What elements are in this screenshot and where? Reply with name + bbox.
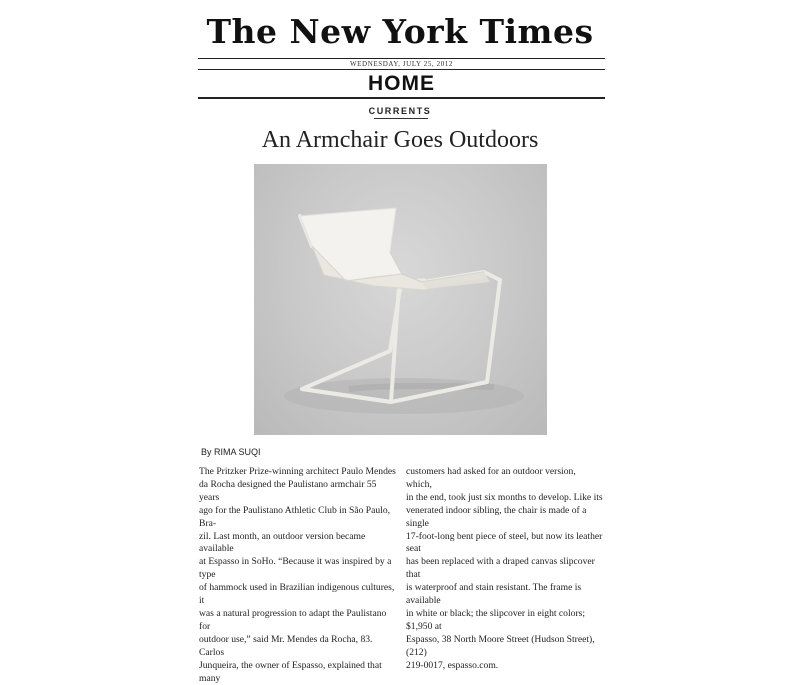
article-byline: By RIMA SUQI [201,447,261,457]
chair-illustration [254,164,547,435]
article-photo [254,164,547,435]
divider-middle [198,69,605,70]
article-headline: An Armchair Goes Outdoors [261,127,539,153]
dateline: WEDNESDAY, JULY 25, 2012 [349,60,454,68]
divider-bottom [198,97,605,99]
section-title: HOME [368,72,435,95]
article-column-left: The Pritzker Prize-winning architect Paulo Mendes da Rocha designed the Paulistano armchair 55 years ago for the Paulistano Athletic Club in São Paulo, Bra- zil. Last month, an outdoor version became available at Espasso in SoHo. “Because it was inspired by a type of hammock used in Brazilian indigenous cultures, it was a natural progression to adapt the Paulistano for outdoor use,” said Mr. Mendes da Rocha, 83. Carlos Junqueira, the owner of Espasso, explained that many [199,466,396,684]
masthead-logo: The New York Times [206,12,594,51]
canvas-seat [300,208,490,290]
kicker-label: CURRENTS [368,106,432,116]
kicker-underline [374,118,428,119]
article-column-right: customers had asked for an outdoor version, which, in the end, took just six months to develop. Like its venerated indoor sibling, the chair is made of a single 17-foot-long bent piece of steel, but now its leather seat has been replaced with a draped canvas slipcover that is waterproof and stain resistant. The frame is available in white or black; the slipcover in eight colors; $1,950 at Espasso, 38 North Moore Street (Hudson Street), (212) 219-0017, espasso.com. [406,466,603,671]
divider-top [198,58,605,59]
